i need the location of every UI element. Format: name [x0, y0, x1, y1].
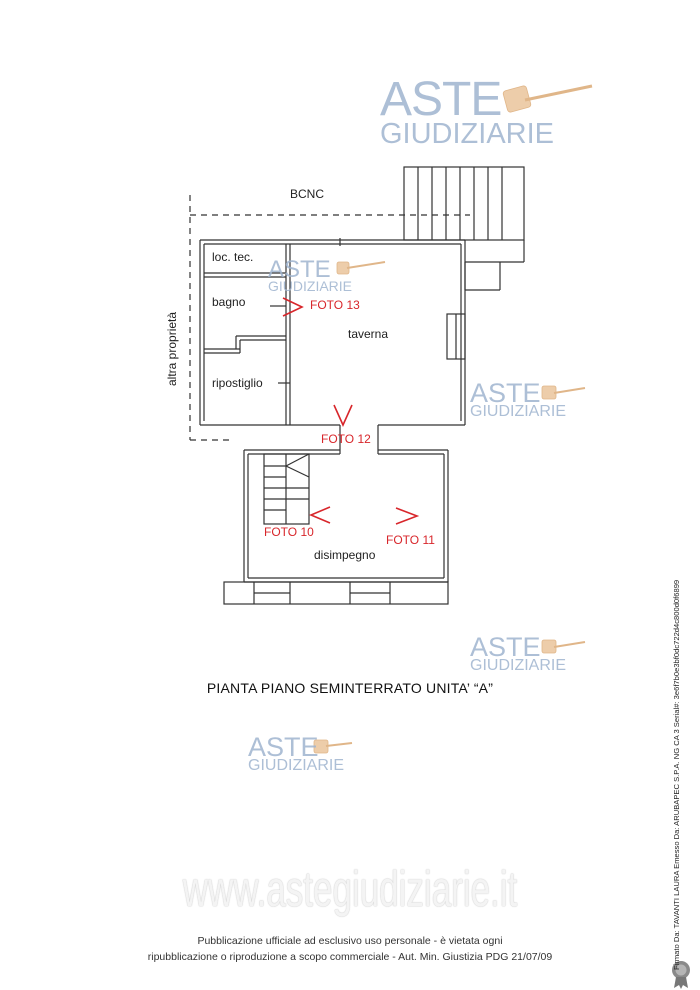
label-foto-10: FOTO 10: [264, 525, 314, 539]
label-altra-proprieta: altra proprietà: [165, 311, 179, 386]
watermark-text: GIUDIZIARIE: [470, 657, 567, 674]
watermark-text: GIUDIZIARIE: [268, 278, 353, 294]
watermark-text: GIUDIZIARIE: [380, 118, 555, 150]
label-taverna: taverna: [348, 327, 389, 341]
footer-line-2: ripubblicazione o riproduzione a scopo commerciale - Aut. Min. Giustizia PDG 21/07/09: [147, 951, 553, 963]
plan-caption: PIANTA PIANO SEMINTERRATO UNITA’ “A”: [206, 680, 494, 696]
label-foto-13: FOTO 13: [310, 298, 360, 312]
watermark-text: ASTE: [268, 256, 331, 283]
label-ripostiglio: ripostiglio: [212, 376, 263, 390]
label-disimpegno: disimpegno: [314, 548, 376, 562]
watermark-website: www.astegiudiziarie.it: [182, 861, 518, 917]
label-bcnc: BCNC: [290, 187, 325, 201]
label-bagno: bagno: [212, 295, 246, 309]
digital-signature: Firmato Da: TAVANTI LAURA Emesso Da: ARUBAPEC S.P.A. NG CA 3 Serial#: 3e6f7b0e3bf0dc722d4c800d0f6899: [672, 579, 681, 970]
foto12-arrow: [334, 405, 352, 425]
watermark-text: ASTE: [248, 732, 319, 762]
watermark-text: ASTE: [470, 378, 541, 408]
footer-line-1: Pubblicazione ufficiale ad esclusivo uso personale - è vietata ogni: [197, 935, 503, 947]
label-foto-11: FOTO 11: [386, 533, 435, 547]
foto11-arrow: [396, 508, 417, 524]
watermark-text: ASTE: [470, 632, 541, 662]
foto10-arrow: [311, 507, 330, 523]
label-foto-12: FOTO 12: [321, 432, 371, 446]
watermark-text: GIUDIZIARIE: [470, 403, 567, 420]
watermark-text: ASTE: [380, 73, 502, 126]
watermark-text: GIUDIZIARIE: [248, 757, 345, 774]
external-stairs: [404, 167, 524, 240]
label-loc-tec: loc. tec.: [212, 250, 254, 264]
